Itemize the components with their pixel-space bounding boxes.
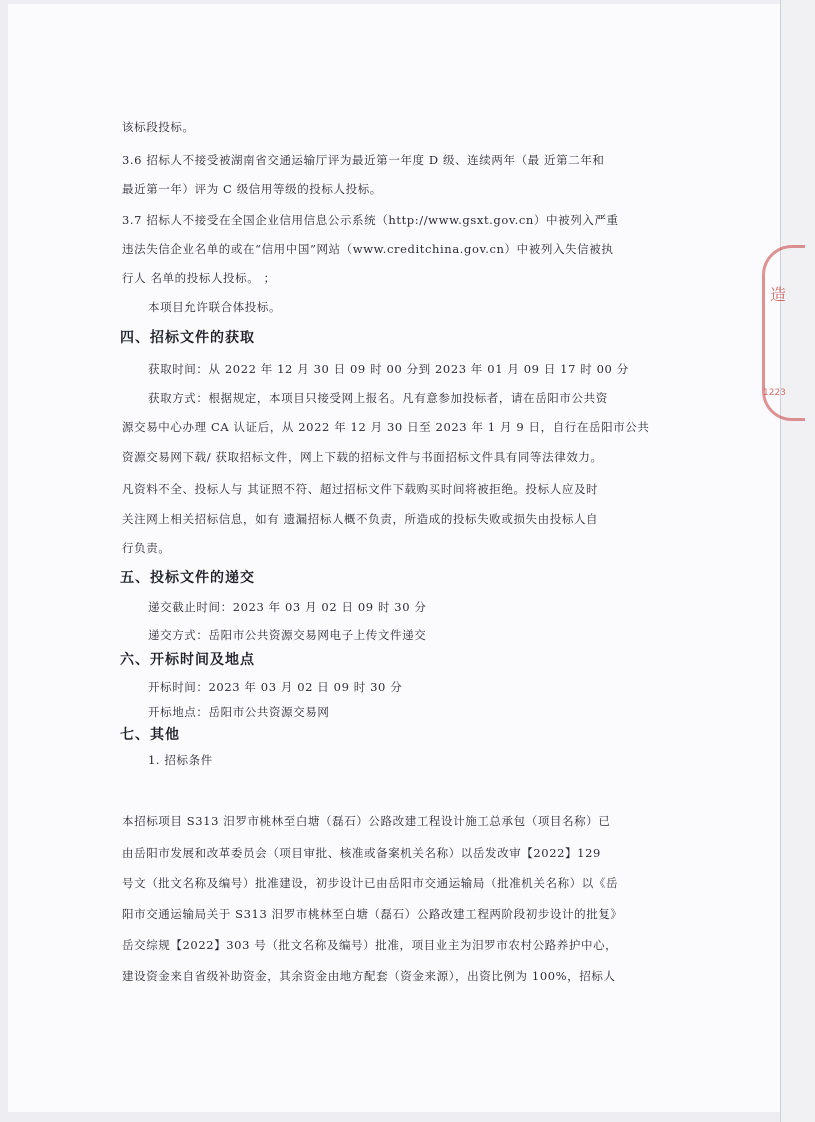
text-line: 递交方式：岳阳市公共资源交易网电子上传文件递交 [148, 628, 427, 642]
text-line: 号文（批文名称及编号）批准建设，初步设计已由岳阳市交通运输局（批准机关名称）以《岳 [122, 876, 619, 890]
text-line: 违法失信企业名单的或在“信用中国”网站（www.creditchina.gov.cn）中被列入失信被执 [122, 242, 614, 256]
sub-item-title: 1. 招标条件 [148, 753, 213, 767]
text-line: 关注网上相关招标信息，如有 遗漏招标人概不负责，所造成的投标失败或损失由投标人自 [122, 512, 599, 526]
text-line: 凡资料不全、投标人与 其证照不符、超过招标文件下载购买时间将被拒绝。投标人应及时 [122, 482, 599, 496]
text-line: 开标地点：岳阳市公共资源交易网 [148, 705, 330, 719]
seal-character: 造 [770, 285, 787, 304]
text-line: 递交截止时间：2023 年 03 月 02 日 09 时 30 分 [148, 600, 427, 614]
section-heading-5: 五、投标文件的递交 [120, 570, 255, 586]
text-line: 阳市交通运输局关于 S313 汨罗市桃林至白塘（磊石）公路改建工程两阶段初步设计的批复》 [122, 907, 623, 921]
text-line: 本招标项目 S313 汨罗市桃林至白塘（磊石）公路改建工程设计施工总承包（项目名称）已 [122, 814, 611, 828]
text-line: 3.7 招标人不接受在全国企业信用信息公示系统（http://www.gsxt.gov.cn）中被列入严重 [122, 213, 619, 227]
text-line: 资源交易网下载/ 获取招标文件，网上下载的招标文件与书面招标文件具有同等法律效力。 [122, 450, 603, 464]
text-line: 源交易中心办理 CA 认证后，从 2022 年 12 月 30 日至 2023 年 1 月 9 日，自行在岳阳市公共 [122, 420, 650, 434]
text-line: 行负责。 [122, 541, 171, 555]
section-heading-6: 六、开标时间及地点 [120, 652, 255, 668]
text-line: 开标时间：2023 年 03 月 02 日 09 时 30 分 [148, 680, 403, 694]
section-heading-4: 四、招标文件的获取 [120, 330, 255, 346]
text-line: 该标段投标。 [122, 120, 195, 134]
text-line: 3.6 招标人不接受被湖南省交通运输厅评为最近第一年度 D 级、连续两年（最 近第二年和 [122, 153, 605, 167]
page-edge-shadow [780, 0, 815, 1122]
text-line: 本项目允许联合体投标。 [148, 300, 282, 314]
text-line: 获取时间：从 2022 年 12 月 30 日 09 时 00 分到 2023 年 01 月 09 日 17 时 00 分 [148, 362, 629, 376]
text-line: 建设资金来自省级补助资金，其余资金由地方配套（资金来源），出资比例为 100%，招标人 [122, 969, 616, 983]
seal-number: 1223 [763, 388, 786, 398]
text-line: 岳交综规【2022】303 号（批文名称及编号）批准，项目业主为汨罗市农村公路养护中心， [122, 938, 618, 952]
section-heading-7: 七、其他 [120, 727, 180, 743]
text-line: 行人 名单的投标人投标。 ； [122, 271, 276, 285]
text-line: 由岳阳市发展和改革委员会（项目审批、核准或备案机关名称）以岳发改审【2022】129 [122, 846, 601, 860]
text-line: 最近第一年）评为 C 级信用等级的投标人投标。 [122, 182, 382, 196]
text-line: 获取方式：根据规定，本项目只接受网上报名。凡有意参加投标者，请在岳阳市公共资 [148, 391, 608, 405]
